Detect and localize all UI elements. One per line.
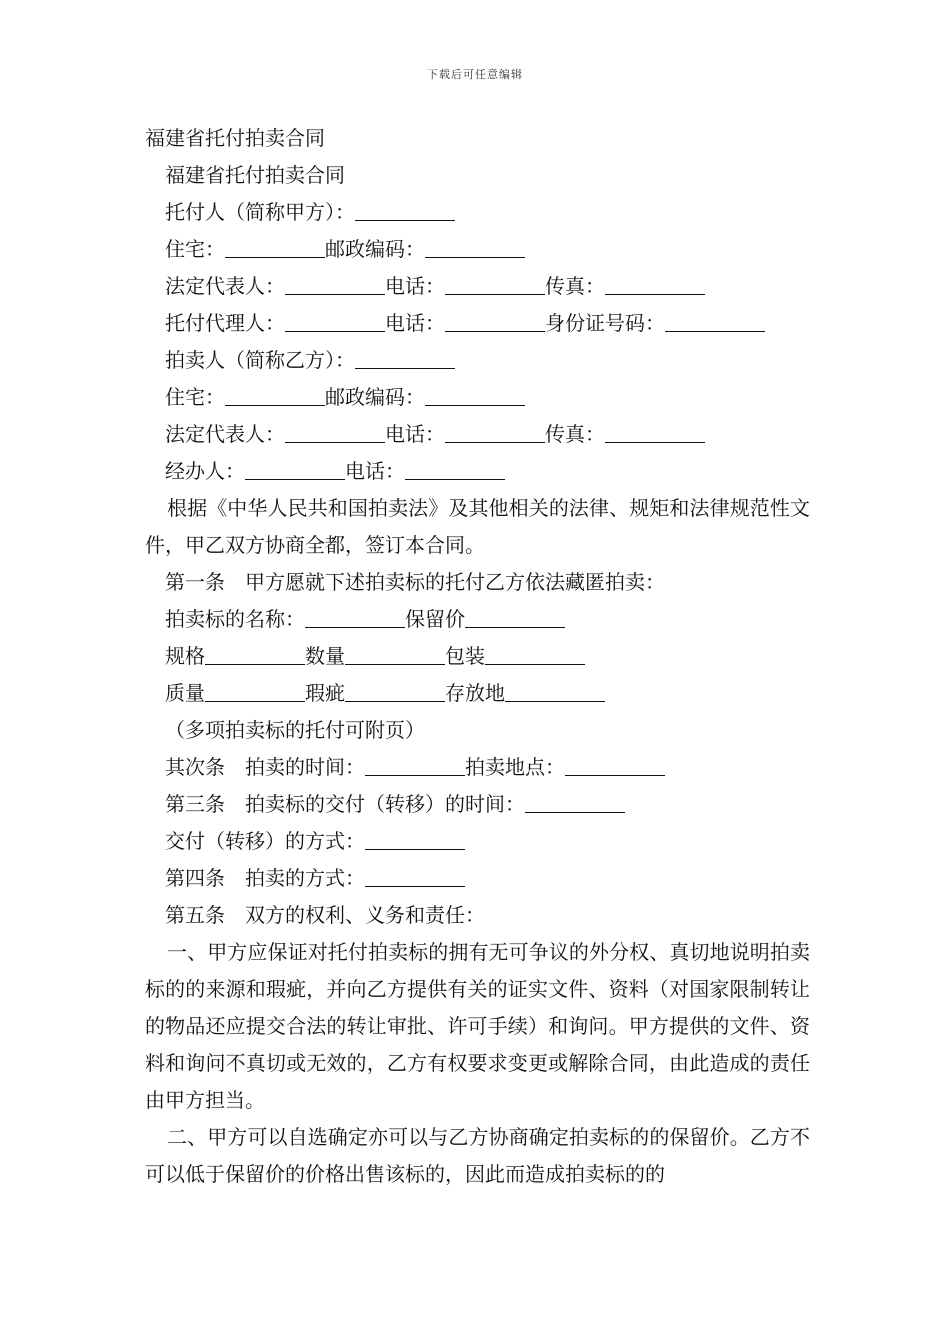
article2-place-blank[interactable] <box>565 755 665 776</box>
party-a-agent-phone-label: 电话： <box>385 311 445 335</box>
party-a-address-line <box>145 231 810 268</box>
article4-line <box>145 860 810 897</box>
article1-quality-label: 质量 <box>165 681 205 705</box>
party-a-agent-phone-blank[interactable] <box>445 311 545 332</box>
article4-method-label: 拍卖的方式： <box>245 866 365 890</box>
document-title: 福建省托付拍卖合同 <box>145 126 325 150</box>
article3-line <box>145 786 810 823</box>
article1-heading: 第一条 <box>165 570 225 594</box>
party-b-residence-label: 住宅： <box>165 385 225 409</box>
article1-name-label: 拍卖标的名称： <box>165 607 305 631</box>
article4-heading: 第四条 <box>165 866 225 890</box>
party-a-phone-label: 电话： <box>385 274 445 298</box>
article5-clause1: 一、甲方应保证对托付拍卖标的拥有无可争议的外分权、真切地说明拍卖标的的来源和瑕疵，并向乙方提供有关的证实文件、资料（对国家限制转让的物品还应提交合法的转让审批、许可手续）和询问。甲方提供的文件、资料和询问不真切或无效的，乙方有权要求变更或解除合同，由此造成的责任由甲方担当。 <box>145 940 810 1112</box>
party-b-legal-rep-blank[interactable] <box>285 422 385 443</box>
article1-reserve-blank[interactable] <box>465 607 565 628</box>
party-a-residence-label: 住宅： <box>165 237 225 261</box>
article1-storage-blank[interactable] <box>505 681 605 702</box>
article1-spec-label: 规格 <box>165 644 205 668</box>
article1-flaw-blank[interactable] <box>345 681 445 702</box>
party-b-legal-rep-label: 法定代表人： <box>165 422 285 446</box>
party-a-legal-rep-line <box>145 268 810 305</box>
party-b-handler-blank[interactable] <box>245 459 345 480</box>
party-b-fax-blank[interactable] <box>605 422 705 443</box>
party-b-phone-blank[interactable] <box>445 422 545 443</box>
article1-flaw-label: 瑕疵 <box>305 681 345 705</box>
party-b-phone-label: 电话： <box>385 422 445 446</box>
article1-storage-label: 存放地 <box>445 681 505 705</box>
article2-place-label: 拍卖地点： <box>465 755 565 779</box>
article2-line <box>145 749 810 786</box>
article1-quantity-blank[interactable] <box>345 644 445 665</box>
article1-text: 甲方愿就下述拍卖标的托付乙方依法藏匿拍卖： <box>245 570 665 594</box>
article1-quantity-label: 数量 <box>305 644 345 668</box>
party-a-fax-label: 传真： <box>545 274 605 298</box>
article1-reserve-label: 保留价 <box>405 607 465 631</box>
party-b-handler-label: 经办人： <box>165 459 245 483</box>
party-b-postcode-label: 邮政编码： <box>325 385 425 409</box>
article1-packaging-label: 包装 <box>445 644 485 668</box>
header-note: 下载后可任意编辑 <box>427 68 523 81</box>
party-a-legal-rep-label: 法定代表人： <box>165 274 285 298</box>
party-a-id-blank[interactable] <box>665 311 765 332</box>
article3-method-label: 交付（转移）的方式： <box>165 829 365 853</box>
party-a-phone-blank[interactable] <box>445 274 545 295</box>
article5-line <box>145 897 810 934</box>
party-a-agent-line <box>145 305 810 342</box>
party-b-residence-blank[interactable] <box>225 385 325 406</box>
party-b-fax-label: 传真： <box>545 422 605 446</box>
party-a-principal-line <box>145 194 810 231</box>
article5-clause2: 二、甲方可以自选确定亦可以与乙方协商确定拍卖标的的保留价。乙方不可以低于保留价的价格出售该标的，因此而造成拍卖标的的 <box>145 1125 810 1186</box>
article3-heading: 第三条 <box>165 792 225 816</box>
party-b-handler-line <box>145 453 810 490</box>
party-b-handler-phone-blank[interactable] <box>405 459 505 480</box>
preamble-paragraph: 根据《中华人民共和国拍卖法》及其他相关的法律、规矩和法律规范性文件，甲乙双方协商全都，签订本合同。 <box>145 496 810 557</box>
article4-method-blank[interactable] <box>365 866 465 887</box>
article1-packaging-blank[interactable] <box>485 644 585 665</box>
article3-method-blank[interactable] <box>365 829 465 850</box>
article2-time-label: 拍卖的时间： <box>245 755 365 779</box>
party-b-handler-phone-label: 电话： <box>345 459 405 483</box>
party-b-auctioneer-line <box>145 342 810 379</box>
party-a-agent-label: 托付代理人： <box>165 311 285 335</box>
article1-quality-blank[interactable] <box>205 681 305 702</box>
party-a-postcode-blank[interactable] <box>425 237 525 258</box>
party-a-residence-blank[interactable] <box>225 237 325 258</box>
article2-heading: 其次条 <box>165 755 225 779</box>
party-b-postcode-blank[interactable] <box>425 385 525 406</box>
article3-time-blank[interactable] <box>525 792 625 813</box>
contract-document <box>145 120 810 1193</box>
article1-spec-blank[interactable] <box>205 644 305 665</box>
party-b-auctioneer-label: 拍卖人（简称乙方）： <box>165 348 355 372</box>
party-a-postcode-label: 邮政编码： <box>325 237 425 261</box>
party-b-address-line <box>145 379 810 416</box>
article1-line <box>145 564 810 601</box>
article5-heading: 第五条 <box>165 903 225 927</box>
party-a-id-label: 身份证号码： <box>545 311 665 335</box>
party-a-fax-blank[interactable] <box>605 274 705 295</box>
party-a-legal-rep-blank[interactable] <box>285 274 385 295</box>
article1-name-line <box>145 601 810 638</box>
article1-spec-line <box>145 638 810 675</box>
article3-time-label: 拍卖标的交付（转移）的时间： <box>245 792 525 816</box>
party-a-principal-blank[interactable] <box>355 200 455 221</box>
document-subtitle: 福建省托付拍卖合同 <box>165 163 345 187</box>
party-b-auctioneer-blank[interactable] <box>355 348 455 369</box>
article3-method-line <box>145 823 810 860</box>
article1-note: （多项拍卖标的托付可附页） <box>165 718 425 742</box>
article1-quality-line <box>145 675 810 712</box>
party-a-principal-label: 托付人（简称甲方）： <box>165 200 355 224</box>
article5-text: 双方的权利、义务和责任： <box>245 903 485 927</box>
party-b-legal-rep-line <box>145 416 810 453</box>
article2-time-blank[interactable] <box>365 755 465 776</box>
party-a-agent-blank[interactable] <box>285 311 385 332</box>
article1-name-blank[interactable] <box>305 607 405 628</box>
